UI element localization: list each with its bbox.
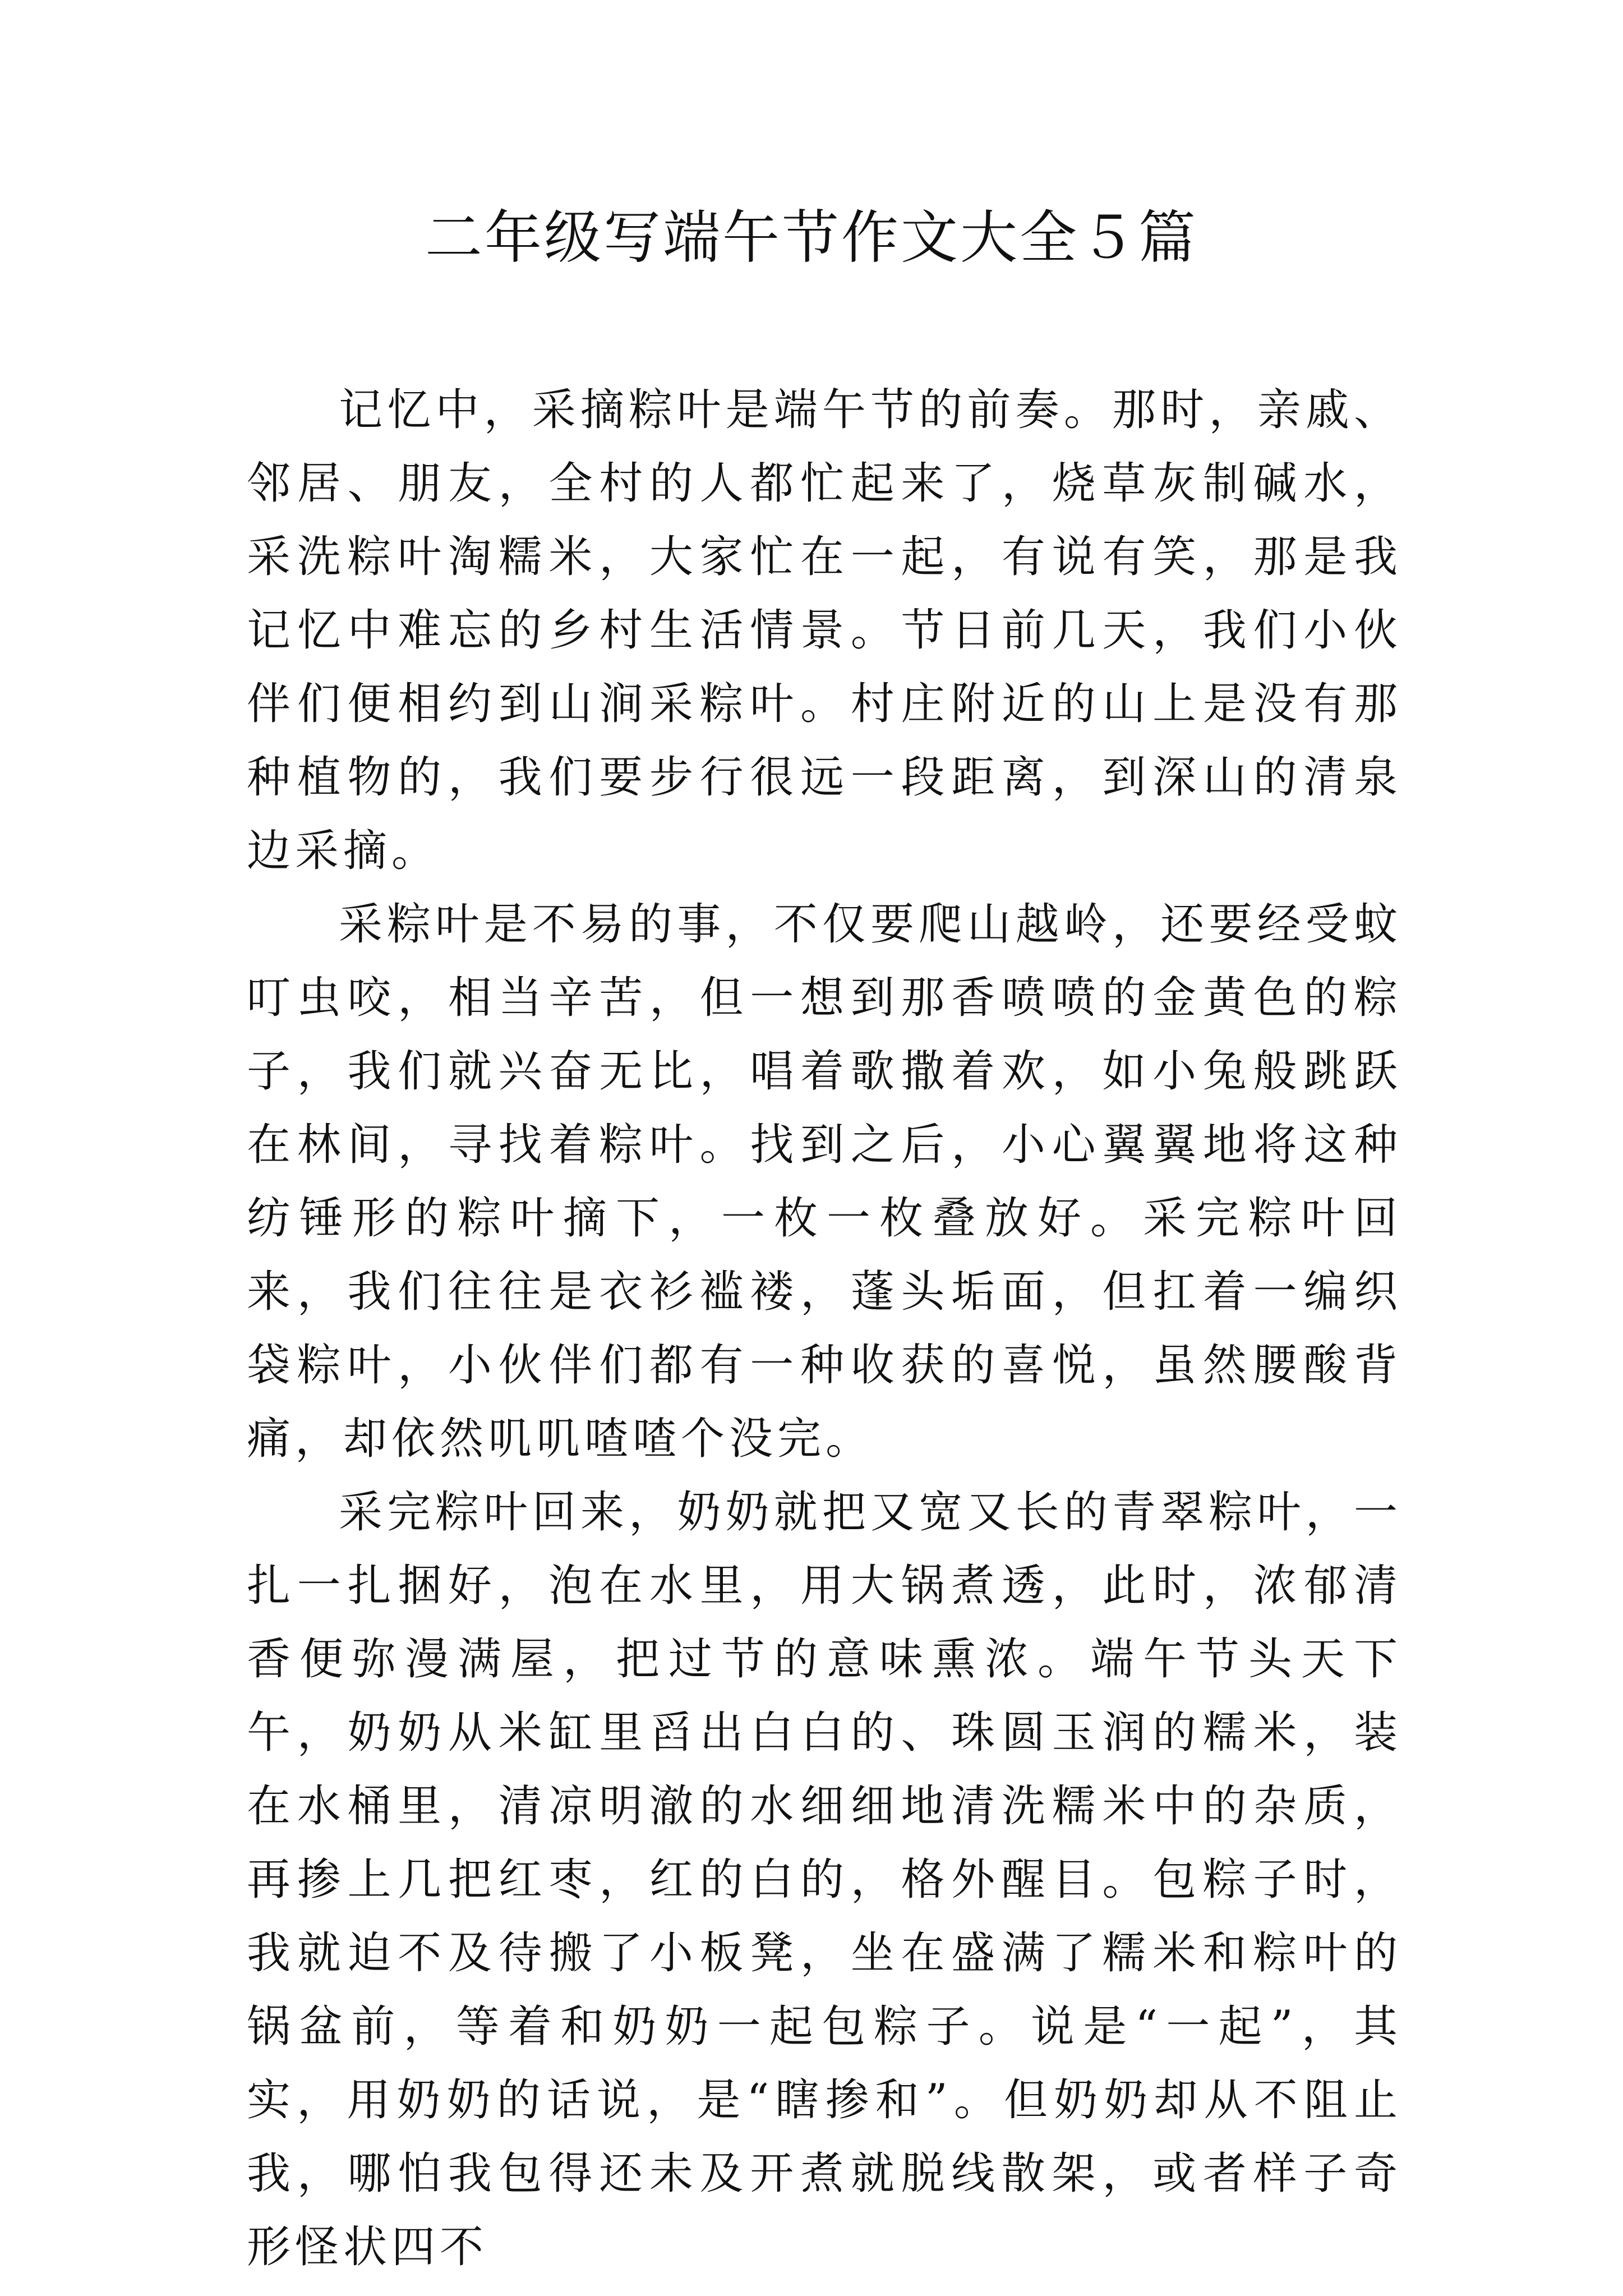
document-body — [247, 374, 1402, 2284]
paragraph: 采粽叶是不易的事，不仅要爬山越岭，还要经受蚊叮虫咬，相当辛苦，但一想到那香喷喷的金黄色的粽子，我们就兴奋无比，唱着歌撒着欢，如小兔般跳跃在林间，寻找着粽叶。找到之后，小心翼翼地将这种纺锤形的粽叶摘下，一枚一枚叠放好。采完粽叶回来，我们往往是衣衫褴褛，蓬头垢面，但扛着一编织袋粽叶，小伙伴们都有一种收获的喜悦，虽然腰酸背痛，却依然叽叽喳喳个没完。 — [247, 899, 1402, 1464]
paragraph: 记忆中，采摘粽叶是端午节的前奏。那时，亲戚、邻居、朋友，全村的人都忙起来了，烧草灰制碱水，采洗粽叶淘糯米，大家忙在一起，有说有笑，那是我记忆中难忘的乡村生活情景。节日前几天，我们小伙伴们便相约到山涧采粽叶。村庄附近的山上是没有那种植物的，我们要步行很远一段距离，到深山的清泉边采摘。 — [247, 385, 1402, 876]
document-title: 二年级写端午节作文大全５篇 — [425, 205, 1198, 272]
paragraph: 采完粽叶回来，奶奶就把又宽又长的青翠粽叶，一扎一扎捆好，泡在水里，用大锅煮透，此时，浓郁清香便弥漫满屋，把过节的意味熏浓。端午节头天下午，奶奶从米缸里舀出白白的、珠圆玉润的糯米，装在水桶里，清凉明澈的水细细地清洗糯米中的杂质，再掺上几把红枣，红的白的，格外醒目。包粽子时，我就迫不及待搬了小板凳，坐在盛满了糯米和粽叶的锅盆前，等着和奶奶一起包粽子。说是“一起”，其实，用奶奶的话说，是“瞎掺和”。但奶奶却从不阻止我，哪怕我包得还未及开煮就脱线散架，或者样子奇形怪状四不 — [247, 1487, 1402, 2272]
